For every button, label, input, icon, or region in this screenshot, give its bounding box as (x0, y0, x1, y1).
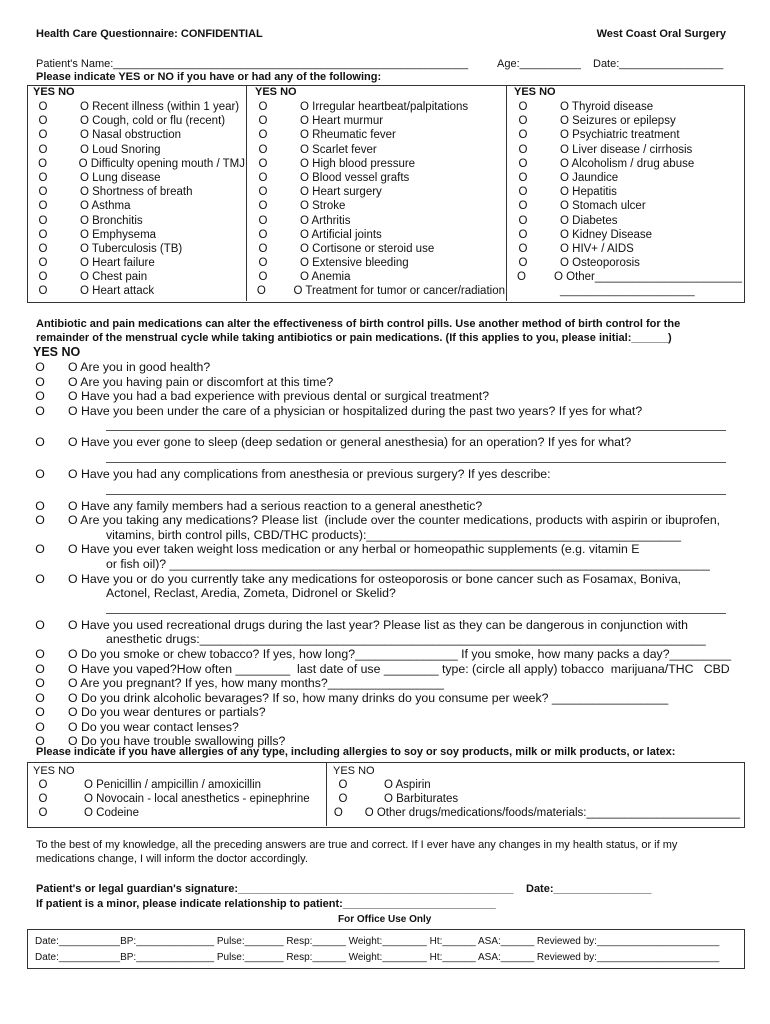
signature-field[interactable]: Patient's or legal guardian's signature:_____________________________________________ (36, 883, 514, 895)
checklist-row[interactable] (510, 214, 742, 228)
question-row[interactable]: O O Have you ever gone to sleep (deep sedation or general anesthesia) for an operation? If yes for what? (35, 435, 632, 450)
checklist-row[interactable] (30, 171, 245, 185)
checklist-row[interactable] (250, 214, 505, 228)
checklist-label: O Stroke (300, 200, 346, 213)
office-use-table (27, 929, 745, 969)
yes-radio[interactable]: O (258, 228, 268, 241)
checklist-label: O Diabetes (560, 214, 618, 227)
yes-radio[interactable]: O (518, 115, 528, 128)
checklist-row[interactable] (30, 128, 245, 142)
checklist-row[interactable] (250, 128, 505, 142)
checklist-row[interactable] (30, 270, 245, 284)
question-row[interactable]: O O Do you wear contact lenses? (35, 719, 239, 734)
yes-radio[interactable]: O (258, 214, 268, 227)
questions-section (26, 360, 756, 749)
age-field[interactable]: Age:__________ (497, 58, 581, 70)
question-row[interactable]: O O Do you have trouble swallowing pills? (35, 734, 286, 749)
allergies-left-yes-no: YES NO (33, 765, 75, 777)
question-row[interactable]: O O Have you had any complications from anesthesia or previous surgery? If yes describe: (35, 466, 551, 481)
yes-radio[interactable]: O (518, 200, 528, 213)
yes-radio[interactable]: O (518, 171, 528, 184)
checklist-row[interactable] (30, 214, 245, 228)
col1-yes-no: YES NO (33, 86, 75, 98)
date-field[interactable]: Date:_________________ (593, 58, 724, 70)
yes-radio[interactable]: O (38, 171, 48, 184)
checklist-label: O Hepatitis (560, 186, 617, 199)
col2-yes-no: YES NO (255, 86, 297, 98)
yes-radio[interactable]: O (258, 157, 268, 170)
checklist-row[interactable] (250, 242, 505, 256)
checklist-row[interactable] (30, 228, 245, 242)
practice-name: West Coast Oral Surgery (596, 28, 726, 40)
checklist-label: O Rheumatic fever (300, 129, 396, 142)
yes-radio[interactable]: O (38, 115, 48, 128)
checklist-label: O Cough, cold or flu (recent) (80, 115, 226, 128)
checklist-label: O Loud Snoring (80, 143, 161, 156)
checklist-label: O Arthritis (300, 214, 351, 227)
checklist-label: O Heart murmur (300, 115, 384, 128)
checklist-label: O Kidney Disease (560, 228, 653, 241)
answer-line[interactable] (106, 420, 726, 431)
checklist-row[interactable] (510, 100, 742, 114)
checklist-row[interactable] (250, 270, 505, 284)
checklist-row[interactable] (30, 806, 325, 820)
checklist-row[interactable] (510, 143, 742, 157)
yes-radio[interactable]: O (258, 115, 268, 128)
checklist-row[interactable] (510, 128, 742, 142)
signature-date-field[interactable]: Date:________________ (526, 883, 652, 895)
checklist-row[interactable] (30, 792, 325, 806)
yes-radio[interactable]: O (256, 285, 266, 298)
yes-radio[interactable]: O (518, 228, 528, 241)
checklist-label: O Stomach ulcer (560, 200, 646, 213)
question-row[interactable]: O O Are you having pain or discomfort at this time? (35, 374, 334, 389)
checklist-row[interactable] (250, 228, 505, 242)
question-row[interactable]: O O Have any family members had a serious reaction to a general anesthetic? (35, 498, 483, 513)
yes-radio[interactable]: O (258, 242, 268, 255)
checklist-label: O Lung disease (80, 171, 161, 184)
yes-radio[interactable]: O (38, 242, 48, 255)
yes-radio[interactable]: O (518, 242, 528, 255)
yes-radio[interactable]: O (338, 779, 348, 791)
answer-line[interactable] (106, 452, 726, 463)
checklist-label: O Scarlet fever (300, 143, 377, 156)
yes-radio[interactable]: O (38, 228, 48, 241)
checklist-label: O Alcoholism / drug abuse (560, 157, 695, 170)
allergies-left-list (30, 778, 325, 820)
yes-radio[interactable]: O (38, 807, 48, 819)
question-row[interactable]: O O Do you smoke or chew tobacco? If yes, how long?_______________ If you smoke, how many packs a day?_________ (35, 646, 732, 661)
checklist-row[interactable] (510, 242, 742, 256)
checklist-row[interactable] (30, 157, 245, 171)
checklist-label: O Emphysema (80, 228, 157, 241)
question-row[interactable]: O O Do you wear dentures or partials? (35, 705, 266, 720)
checklist-label: O Thyroid disease (560, 101, 654, 113)
checklist-label: O Barbiturates (384, 793, 459, 805)
yes-radio[interactable]: O (38, 214, 48, 227)
checklist-label: O Heart attack (80, 285, 155, 298)
question-row[interactable]: O O Are you pregnant? If yes, how many months?_________________ (35, 676, 445, 691)
checklist-label: O Osteoporosis (560, 257, 640, 270)
question-continuation[interactable]: vitamins, birth control pills, CBD/THC products):______________________________________________ (106, 527, 681, 542)
checklist-label: O Heart failure (80, 257, 155, 270)
yes-radio[interactable]: O (258, 171, 268, 184)
yes-radio[interactable]: O (38, 186, 48, 199)
minor-relationship-field[interactable]: If patient is a minor, please indicate relationship to patient:_________________________ (36, 898, 496, 910)
checklist-row[interactable] (30, 284, 245, 298)
checklist-label: O Penicillin / ampicillin / amoxicillin (84, 779, 262, 791)
checklist-label: O Bronchitis (80, 214, 143, 227)
allergies-heading: Please indicate if you have allergies of any type, including allergies to soy or soy products, milk or milk products, or latex: (36, 746, 676, 758)
yes-radio[interactable]: O (38, 143, 48, 156)
checklist-row[interactable] (30, 114, 245, 128)
question-row[interactable]: O O Have you or do you currently take any medications for osteoporosis or bone cancer such as Fosamax, Boniva, (35, 571, 682, 586)
conditions-col3 (510, 100, 742, 284)
checklist-row[interactable] (250, 157, 505, 171)
other-condition-extra-line[interactable]: ______________________ (560, 285, 695, 297)
yes-radio[interactable]: O (38, 779, 48, 791)
checklist-label: O Liver disease / cirrhosis (560, 143, 693, 156)
checklist-label: O Other_______________________ (553, 271, 742, 284)
checklist-label: O Anemia (300, 271, 351, 284)
checklist-label: O Cortisone or steroid use (300, 242, 435, 255)
question-row[interactable]: O O Have you ever taken weight loss medication or any herbal or homeopathic supplements (e.g. vitamin E (35, 542, 640, 557)
checklist-label: O Blood vessel grafts (300, 171, 410, 184)
checklist-row[interactable] (510, 185, 742, 199)
question-row[interactable]: O O Are you taking any medications? Please list (include over the counter medications, products with aspirin or ibuprofen, (35, 513, 721, 528)
checklist-row[interactable] (30, 100, 245, 114)
yes-radio[interactable]: O (518, 214, 528, 227)
questions-yes-no: YES NO (33, 345, 81, 359)
yes-radio[interactable]: O (38, 285, 48, 298)
checklist-row[interactable] (330, 778, 740, 792)
yes-radio[interactable]: O (516, 271, 526, 284)
yes-radio[interactable]: O (258, 186, 268, 199)
yes-radio[interactable]: O (518, 143, 528, 156)
yes-radio[interactable]: O (38, 200, 48, 213)
checklist-label: O Artificial joints (300, 228, 382, 241)
checklist-label: O Irregular heartbeat/palpitations (300, 101, 469, 113)
checklist-row[interactable] (30, 143, 245, 157)
checklist-row[interactable] (510, 114, 742, 128)
conditions-col1 (30, 100, 245, 299)
birth-control-line2[interactable]: remainder of the menstrual cycle while taking antibiotics or pain medications. (If this applies to you, please initial:______) (36, 332, 672, 344)
checklist-row[interactable] (330, 792, 740, 806)
attestation-line2: medications change, I will inform the doctor accordingly. (36, 853, 308, 865)
checklist-row[interactable] (250, 284, 505, 298)
yes-radio[interactable]: O (38, 101, 48, 113)
question-row[interactable]: O O Have you had a bad experience with previous dental or surgical treatment? (35, 389, 490, 404)
conditions-instruction: Please indicate YES or NO if you have or had any of the following: (36, 71, 382, 83)
allergies-right-yes-no: YES NO (333, 765, 375, 777)
checklist-row[interactable] (510, 270, 742, 284)
checklist-label: O Difficulty opening mouth / TMJ (78, 157, 245, 170)
checklist-row[interactable] (250, 114, 505, 128)
office-use-heading: For Office Use Only (338, 914, 432, 925)
yes-radio[interactable]: O (518, 157, 528, 170)
checklist-label: O Psychiatric treatment (560, 129, 680, 142)
office-use-row-1[interactable]: Date:___________BP:______________ Pulse:_______ Resp:______ Weight:________ Ht:______ ASA:______ Reviewed by:______________________ (35, 936, 720, 947)
checklist-label: O Asthma (80, 200, 131, 213)
question-continuation: Actonel, Reclast, Aredia, Zometa, Didronel or Skelid? (106, 586, 396, 601)
allergies-right-list (330, 778, 740, 820)
checklist-row[interactable] (250, 185, 505, 199)
checklist-label: O Seizures or epilepsy (560, 115, 676, 128)
form-title: Health Care Questionnaire: CONFIDENTIAL (36, 28, 263, 40)
yes-radio[interactable]: O (38, 271, 48, 284)
checklist-row[interactable] (30, 242, 245, 256)
yes-radio[interactable]: O (518, 186, 528, 199)
checklist-label: O Heart surgery (300, 186, 382, 199)
checklist-label: O Recent illness (within 1 year) (80, 101, 240, 113)
checklist-row[interactable] (510, 228, 742, 242)
checklist-label: O Tuberculosis (TB) (80, 242, 183, 255)
yes-radio[interactable]: O (258, 271, 268, 284)
checklist-row[interactable] (30, 185, 245, 199)
question-row[interactable]: O O Have you been under the care of a physician or hospitalized during the past two years? If yes for what? (35, 403, 643, 418)
checklist-label: O Chest pain (80, 271, 148, 284)
checklist-label: O High blood pressure (300, 157, 416, 170)
patient-name-field[interactable]: Patient's Name:__________________________________________________________ (36, 58, 469, 70)
yes-radio[interactable]: O (38, 157, 48, 170)
checklist-row[interactable] (250, 100, 505, 114)
checklist-row[interactable] (250, 199, 505, 213)
yes-radio[interactable]: O (338, 793, 348, 805)
checklist-label: O Extensive bleeding (300, 257, 409, 270)
checklist-label: O Codeine (84, 807, 139, 819)
yes-radio[interactable]: O (38, 793, 48, 805)
checklist-row[interactable] (30, 778, 325, 792)
checklist-label: O Novocain - local anesthetics - epinephrine (84, 793, 310, 805)
checklist-label: O Aspirin (384, 779, 431, 791)
answer-line[interactable] (106, 484, 726, 495)
attestation-line1: To the best of my knowledge, all the preceding answers are true and correct. If I ever have any changes in my health status, or if my (36, 839, 678, 851)
yes-radio[interactable]: O (38, 257, 48, 270)
conditions-col2 (250, 100, 505, 299)
checklist-row[interactable] (510, 157, 742, 171)
yes-radio[interactable]: O (258, 257, 268, 270)
checklist-label: O Shortness of breath (80, 186, 193, 199)
checklist-row[interactable] (30, 256, 245, 270)
yes-radio[interactable]: O (518, 101, 528, 113)
yes-radio[interactable]: O (518, 257, 528, 270)
checklist-row[interactable] (250, 171, 505, 185)
yes-radio[interactable]: O (258, 200, 268, 213)
answer-line[interactable] (106, 603, 726, 614)
yes-radio[interactable]: O (258, 129, 268, 142)
checklist-row[interactable] (510, 199, 742, 213)
question-continuation[interactable]: anesthetic drugs:__________________________________________________________________________ (106, 632, 706, 647)
birth-control-line1: Antibiotic and pain medications can alter the effectiveness of birth control pills. Use another method of birth control for the (36, 318, 681, 330)
office-use-row-2[interactable]: Date:___________BP:______________ Pulse:_______ Resp:______ Weight:________ Ht:______ ASA:______ Reviewed by:______________________ (35, 952, 720, 963)
col3-yes-no: YES NO (514, 86, 556, 98)
question-continuation[interactable]: or fish oil)? _______________________________________________________________________________ (106, 556, 710, 571)
checklist-row[interactable] (30, 199, 245, 213)
checklist-label: O Other drugs/medications/foods/materials:________________________ (364, 807, 740, 819)
yes-radio[interactable]: O (38, 129, 48, 142)
question-row[interactable]: O O Are you in good health? (35, 360, 211, 374)
checklist-label: O HIV+ / AIDS (560, 242, 634, 255)
checklist-label: O Nasal obstruction (80, 129, 181, 142)
checklist-row[interactable] (330, 806, 740, 820)
checklist-row[interactable] (510, 256, 742, 270)
yes-radio[interactable]: O (258, 143, 268, 156)
yes-radio[interactable]: O (333, 807, 343, 819)
yes-radio[interactable]: O (518, 129, 528, 142)
question-row[interactable]: O O Have you used recreational drugs during the last year? Please list as they can be dangerous in conjunction with (35, 617, 688, 632)
yes-radio[interactable]: O (258, 101, 268, 113)
question-row[interactable]: O O Have you vaped?How often ________ last date of use ________ type: (circle all apply) tobacco marijuana/THC CBD (35, 661, 730, 676)
question-row[interactable]: O O Do you drink alcoholic bevarages? If so, how many drinks do you consume per week? _________________ (35, 690, 669, 705)
checklist-row[interactable] (510, 171, 742, 185)
checklist-row[interactable] (250, 143, 505, 157)
checklist-label: O Jaundice (560, 171, 619, 184)
checklist-label: O Treatment for tumor or cancer/radiation (293, 285, 505, 298)
checklist-row[interactable] (250, 256, 505, 270)
